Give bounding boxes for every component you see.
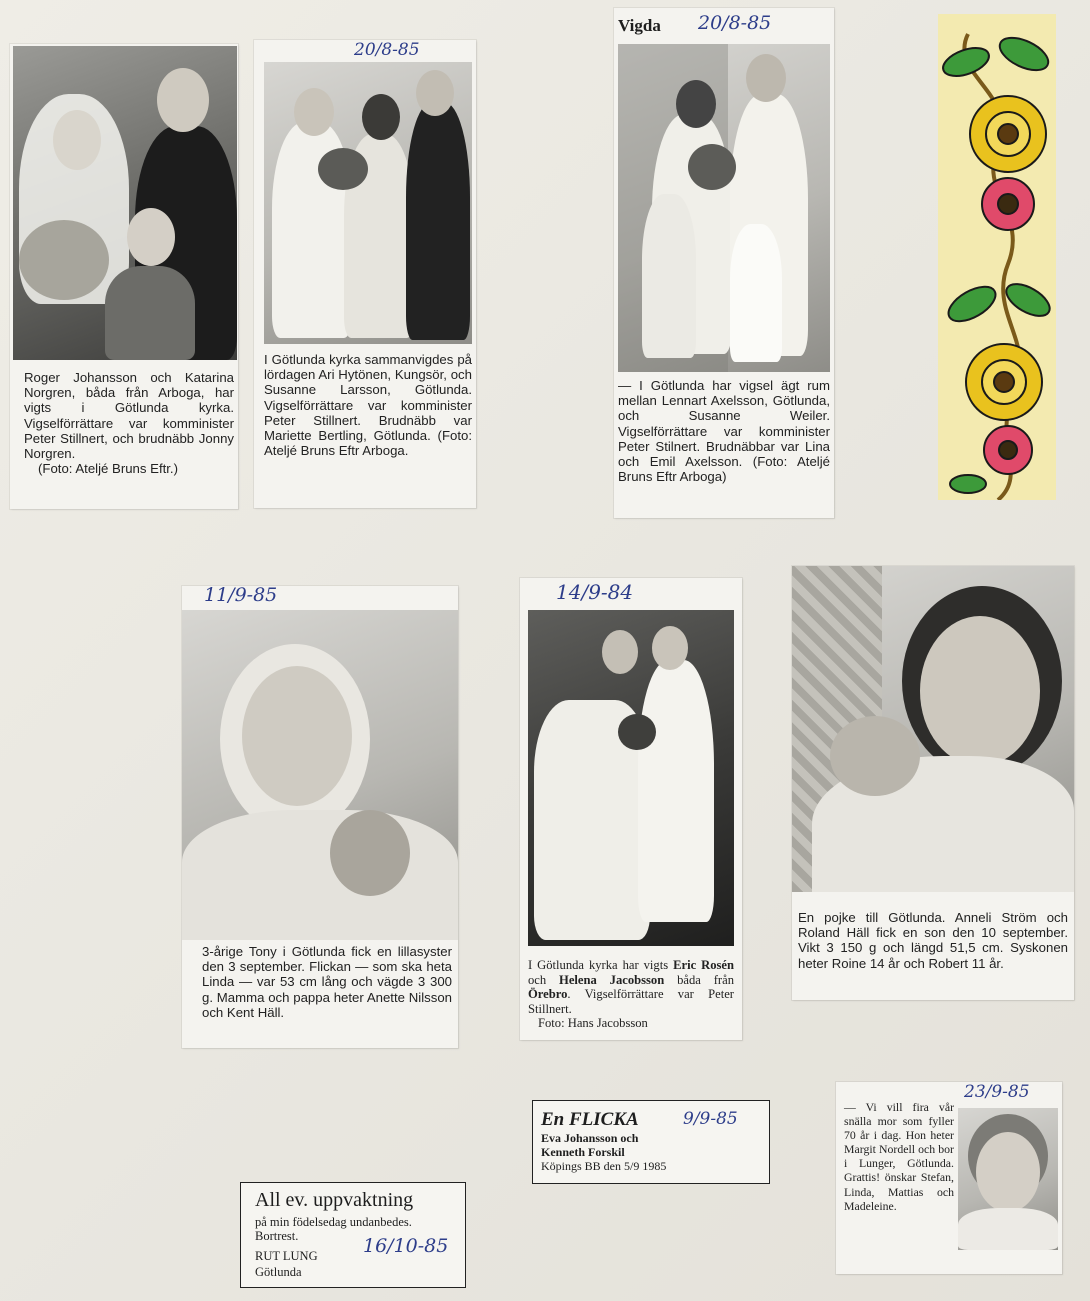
clipping-birth-son — [792, 566, 1074, 1000]
clipping-birth-linda — [182, 586, 458, 1048]
mother-face — [242, 666, 352, 806]
groom-face — [416, 70, 454, 116]
groom-suit — [638, 660, 714, 922]
caption-text: Roger Johansson och Katarina Norgren, båda från Arboga, har vigts i Götlunda kyrka. Vigselförrättare var komminister Peter Stillnert, och brudnäbb Jonny Norgren. — [24, 370, 234, 462]
boy-figure — [730, 224, 782, 362]
caption-text: I Götlunda kyrka sammanvigdes på lördagen Ari Hytönen, Kungsör, och Susanne Larsson, Götlunda. Vigselförrättare var komminister Peter Stillnert. Brudnäbb var Mariette Bertling, Götlunda. (Foto: Ateljé Bruns Eftr Arboga. — [264, 352, 472, 459]
clipping-wedding-johansson — [10, 44, 238, 509]
groom-face — [746, 54, 786, 102]
wedding-photo — [618, 44, 830, 372]
notice-name: RUT LUNG — [255, 1249, 318, 1263]
handwritten-date: 20/8-85 — [354, 40, 420, 60]
yellow-flower-icon — [966, 344, 1042, 420]
mother-baby-photo — [182, 610, 458, 940]
baby-face — [830, 716, 920, 796]
photo-credit: Foto: Hans Jacobsson — [538, 1016, 648, 1031]
announcement-title: En FLICKA — [541, 1109, 639, 1130]
caption-text: . Vigselförrättare var Peter Stillnert. — [528, 987, 734, 1016]
clipping-caption — [798, 910, 1068, 971]
caption-text: En pojke till Götlunda. Anneli Ström och Roland Häll fick en son den 10 september. Vikt 3 150 g och längd 51,5 cm. Syskonen heter Roine 14 år och Robert 11 år. — [798, 910, 1068, 971]
handwritten-date: 23/9-85 — [964, 1082, 1030, 1102]
bride-face — [676, 80, 716, 128]
bridesmaid-face — [362, 94, 400, 140]
caption-text: båda från — [664, 972, 734, 987]
clipping-caption — [528, 958, 734, 1031]
notice-line: på min födelsedag undanbedes. — [255, 1215, 412, 1229]
mother-body — [182, 810, 458, 940]
boy-face — [127, 208, 175, 266]
clipping-caption — [618, 378, 830, 484]
bouquet — [618, 714, 656, 750]
yellow-flower-icon — [970, 96, 1046, 172]
caption-text: I Götlunda kyrka har vigts — [528, 958, 674, 972]
bride-face — [602, 630, 638, 674]
name-eric: Eric Rosén — [673, 958, 734, 972]
handwritten-date: 20/8-85 — [698, 12, 772, 34]
mother-baby-photo — [792, 566, 1074, 892]
face — [976, 1132, 1040, 1212]
groom-suit — [406, 102, 470, 340]
photo-credit: (Foto: Ateljé Bruns Eftr.) — [38, 461, 178, 477]
flower-decoration — [938, 14, 1056, 500]
caption-text: 3-årige Tony i Götlunda fick en lillasyster den 3 september. Flickan — som ska heta Linda — var 53 cm lång och vägde 3 300 g. Mamma och pappa heter Anette Nilsson och Kent Häll. — [202, 944, 452, 1020]
bride-face — [294, 88, 334, 136]
handwritten-date: 16/10-85 — [363, 1235, 449, 1257]
notice-place: Götlunda — [255, 1265, 302, 1279]
clipping-birthday-70 — [836, 1082, 1062, 1274]
name-helena: Helena Jacobsson — [559, 972, 665, 987]
leaf-icon — [950, 475, 986, 493]
birth-announcement-box — [532, 1100, 770, 1184]
bouquet — [318, 148, 368, 190]
clipping-caption — [264, 352, 472, 458]
caption-text: — I Götlunda har vigsel ägt rum mellan Lennart Axelsson, Götlunda, och Susanne Weiler. Vigselförrättare var komminister Peter Stilnert. Brudnäbbar var Lina och Emil Axelsson. (Foto: Ateljé Bruns Eftr Arboga) — [618, 378, 830, 485]
parent-names: Kenneth Forskil — [541, 1145, 625, 1159]
shoulders — [958, 1208, 1058, 1250]
notice-line: Bortrest. — [255, 1229, 299, 1243]
portrait-photo — [958, 1108, 1058, 1250]
section-heading: Vigda — [618, 16, 661, 35]
boy-figure — [105, 266, 195, 360]
pink-flower-icon — [984, 426, 1032, 474]
leaf-icon — [995, 31, 1053, 77]
clipping-caption — [202, 944, 452, 1020]
handwritten-date: 14/9-84 — [556, 580, 634, 604]
parent-names: Eva Johansson och — [541, 1131, 639, 1145]
girl-figure — [642, 194, 696, 358]
baby-face — [330, 810, 410, 896]
mother-face — [920, 616, 1040, 766]
wedding-photo — [264, 62, 472, 344]
clipping-wedding-axelsson — [614, 8, 834, 518]
place-name: Örebro — [528, 987, 568, 1002]
groom-face — [652, 626, 688, 670]
handwritten-date: 11/9-85 — [204, 584, 278, 606]
bride-face — [53, 110, 101, 170]
wedding-photo — [13, 46, 237, 360]
bouquet — [688, 144, 736, 190]
caption-text: — Vi vill fira vår snälla mor som fyller 70 år i dag. Hon heter Margit Nordell och bor i Lunger, Götlunda. Grattis! önskar Stefan, Linda, Mattias och Madeleine. — [844, 1100, 954, 1213]
caption-text: och — [528, 972, 560, 987]
flower-border-strip — [938, 14, 1056, 500]
wedding-photo — [528, 610, 734, 946]
clipping-wedding-hytonen — [254, 40, 476, 508]
birth-place-date: Köpings BB den 5/9 1985 — [541, 1159, 667, 1173]
clipping-wedding-rosen — [520, 578, 742, 1040]
bouquet — [19, 220, 109, 300]
notice-box — [240, 1182, 466, 1288]
handwritten-date: 9/9-85 — [683, 1109, 738, 1129]
notice-title: All ev. uppvaktning — [255, 1189, 414, 1211]
clipping-caption — [24, 370, 234, 476]
pink-flower-icon — [982, 178, 1034, 230]
leaf-icon — [943, 280, 1001, 329]
clipping-caption — [844, 1100, 954, 1213]
groom-face — [157, 68, 209, 132]
